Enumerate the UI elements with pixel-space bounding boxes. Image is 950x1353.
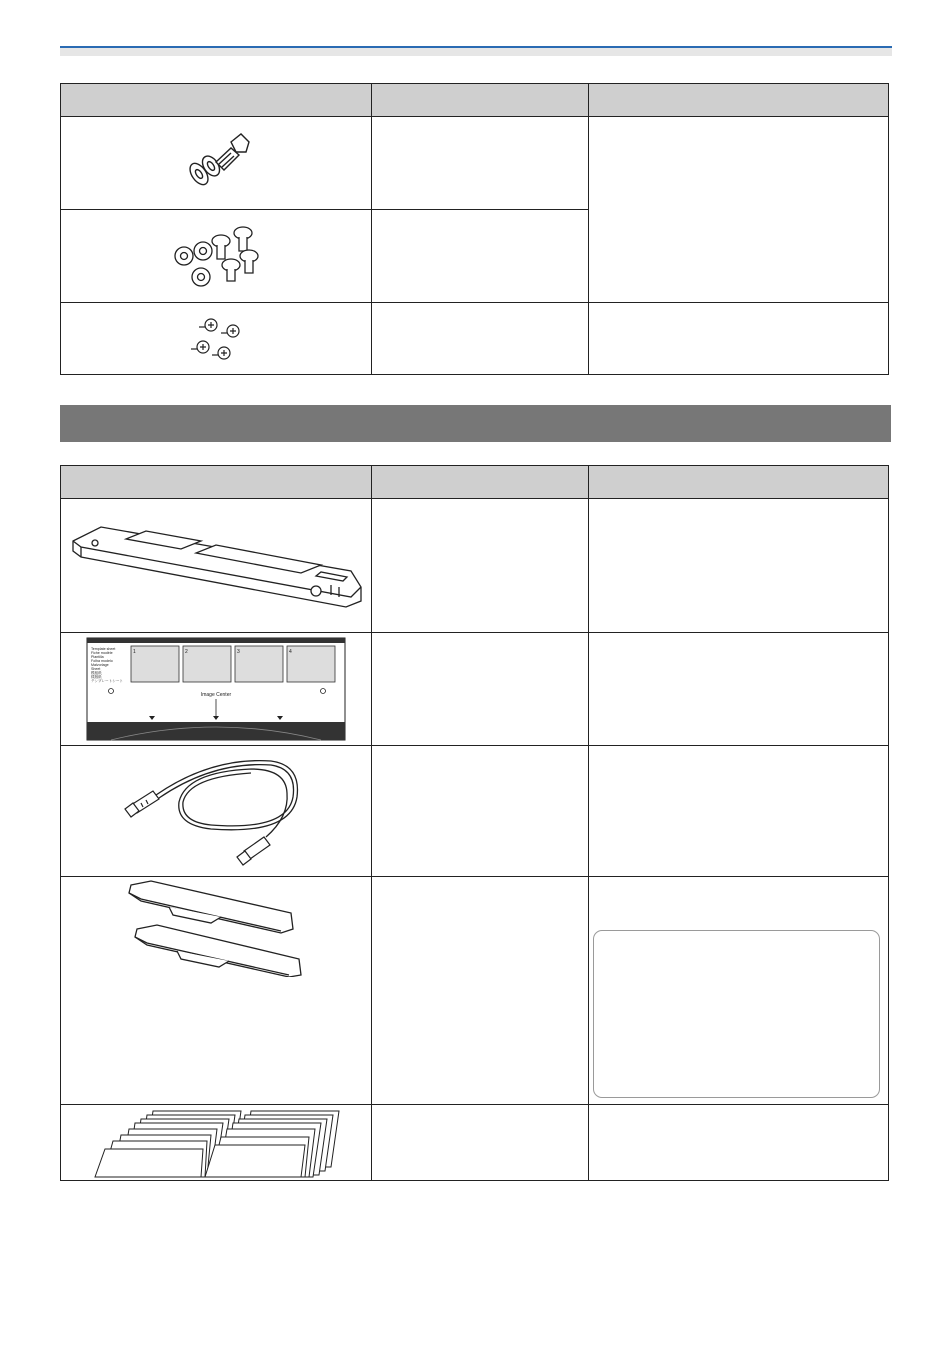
table-row-image-cell <box>61 210 372 303</box>
table-row-name-cell <box>372 117 589 210</box>
table-row-image-cell <box>61 499 372 633</box>
sheet-label: Folha modelo <box>91 659 113 663</box>
table-row-name-cell <box>372 1105 589 1181</box>
table-row-notes-cell <box>589 1105 889 1181</box>
col-header-name <box>372 84 589 117</box>
cable-illustration <box>61 747 372 875</box>
table-row-name-cell <box>372 499 589 633</box>
table-row-notes-cell <box>589 633 889 746</box>
col-header-notes <box>589 466 889 499</box>
sheet-step-number: 2 <box>185 649 188 655</box>
table-row-image-cell <box>61 1105 372 1181</box>
table-row-image-cell <box>61 633 372 746</box>
sheet-label: Malvorlage <box>91 663 109 667</box>
labels-illustration <box>61 1107 372 1179</box>
sheet-label: Plantilla <box>91 655 104 659</box>
setup-sheet-illustration <box>61 634 372 744</box>
table-row-name-cell <box>372 746 589 877</box>
header-shade <box>60 48 892 56</box>
mounting-plate-illustration <box>61 501 372 631</box>
covers-illustration <box>61 877 372 977</box>
col-header-illustration <box>61 84 372 117</box>
table-row-notes-cell <box>589 746 889 877</box>
parts-table-top <box>60 83 889 375</box>
sheet-step-number: 4 <box>289 649 292 655</box>
col-header-name <box>372 466 589 499</box>
sheet-label: Template sheet <box>91 647 116 651</box>
table-row-name-cell <box>372 877 589 1105</box>
col-header-illustration <box>61 466 372 499</box>
table-row-image-cell <box>61 746 372 877</box>
bolt-with-washers-illustration <box>61 118 372 208</box>
four-bolts-with-washers-illustration <box>61 211 372 301</box>
sheet-label: Sheet <box>91 667 101 671</box>
table-row-notes-cell <box>589 117 889 303</box>
table-row-image-cell <box>61 303 372 375</box>
table-row-name-cell <box>372 633 589 746</box>
table-row-image-cell <box>61 117 372 210</box>
table-row-notes-cell <box>589 499 889 633</box>
sheet-step-number: 3 <box>237 649 240 655</box>
small-screws-illustration <box>61 305 372 373</box>
sheet-label: 樣版紙 <box>91 675 102 679</box>
sheet-label: 模板纸 <box>91 671 102 675</box>
section-heading-bar <box>60 405 891 442</box>
table-row-notes-cell <box>589 303 889 375</box>
sheet-label: テンプレートシート <box>91 679 124 683</box>
table-row-name-cell <box>372 303 589 375</box>
col-header-notes <box>589 84 889 117</box>
note-box <box>593 930 880 1098</box>
sheet-center-label: Image Center <box>200 692 232 698</box>
table-row-image-cell <box>61 877 372 1105</box>
table-row-name-cell <box>372 210 589 303</box>
sheet-label: Fiche modèle <box>91 651 113 655</box>
sheet-step-number: 1 <box>133 649 136 655</box>
